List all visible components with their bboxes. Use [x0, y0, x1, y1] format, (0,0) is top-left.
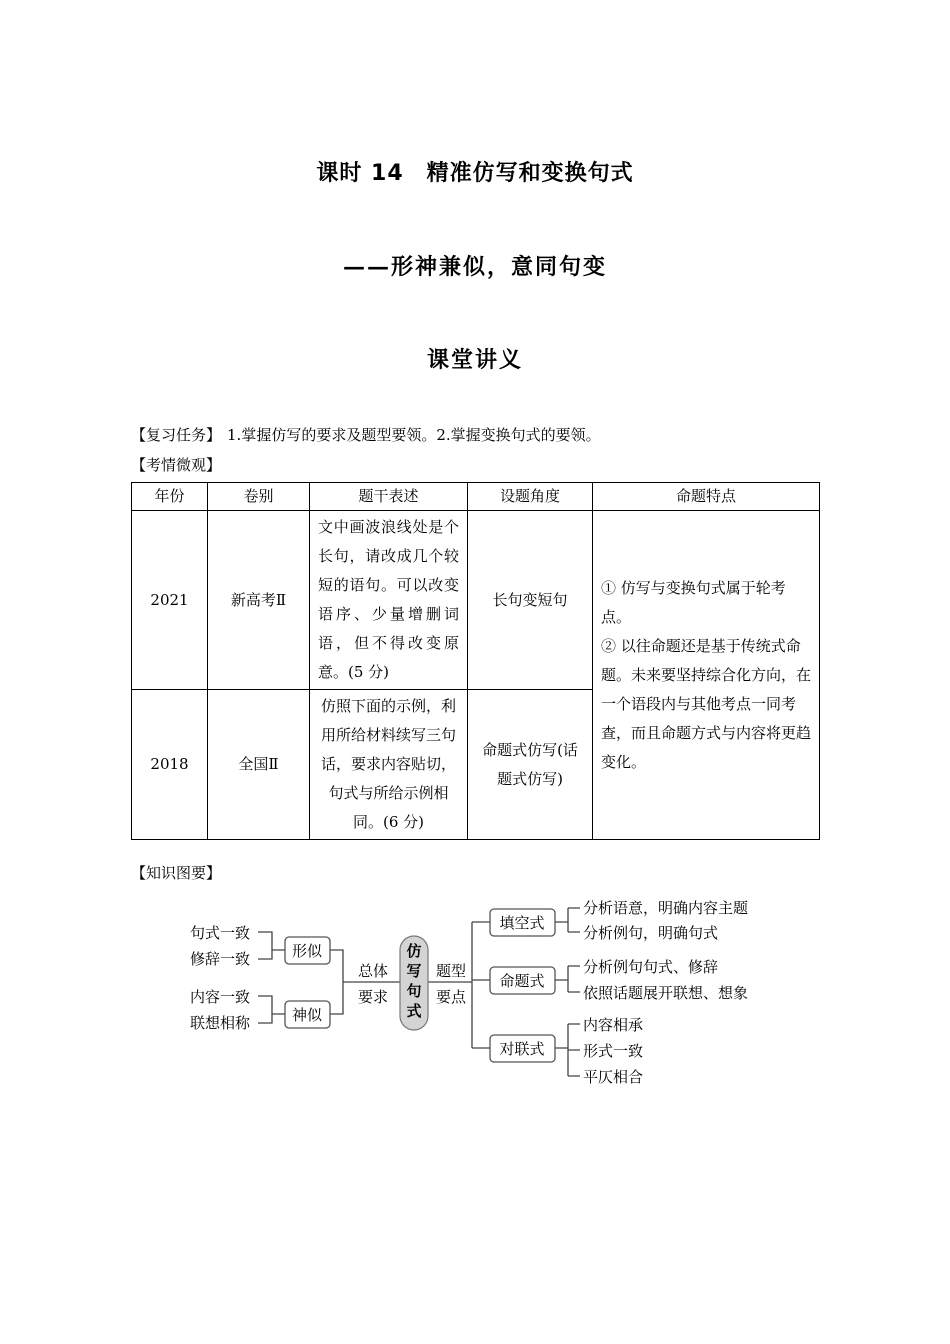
table-header: 卷别 — [208, 483, 310, 511]
connector — [555, 966, 580, 992]
page-subtitle: ——形神兼似，意同句变 — [342, 254, 607, 280]
leaf-text: 内容相承 — [583, 1016, 644, 1034]
exam-table — [131, 482, 820, 840]
paper-cell: 新高考Ⅱ — [208, 511, 310, 690]
table-header: 命题特点 — [593, 483, 820, 511]
node-shensi: 神似 — [291, 1006, 323, 1024]
join-label: 要求 — [357, 988, 389, 1006]
leaf-text: 形式一致 — [583, 1042, 644, 1060]
page-title: 课时 14 精准仿写和变换句式 — [316, 161, 634, 186]
node-xingsi: 形似 — [291, 942, 323, 960]
leaf-text: 修辞一致 — [190, 950, 251, 968]
connector — [555, 1024, 580, 1076]
review-text: 1.掌握仿写的要求及题型要领。2.掌握变换句式的要领。 — [227, 426, 601, 444]
table-row — [132, 511, 820, 690]
feature-cell — [593, 511, 820, 840]
feature-item: ② 以往命题还是基于传统式命题。未来要坚持综合化方向，在一个语段内与其他考点一同考查，而且命题方式与内容将更趋变化。 — [601, 636, 812, 771]
leaf-text: 联想相称 — [190, 1014, 251, 1032]
year-cell: 2021 — [132, 511, 208, 690]
node-tiankong: 填空式 — [499, 914, 545, 932]
knowledge-tag: 【知识图要】 — [131, 864, 222, 882]
leaf-text: 分析例句，明确句式 — [583, 924, 719, 942]
connector — [258, 932, 285, 959]
section-title: 课堂讲义 — [426, 348, 523, 373]
node-mingti: 命题式 — [499, 972, 545, 990]
leaf-text: 内容一致 — [190, 988, 251, 1006]
review-task — [131, 424, 601, 445]
mind-map — [0, 890, 950, 1100]
connector — [555, 908, 580, 932]
leaf-text: 分析语意，明确内容主题 — [583, 899, 749, 917]
leaf-text: 句式一致 — [190, 924, 251, 942]
leaf-text: 分析例句句式、修辞 — [583, 958, 719, 976]
table-header: 题干表述 — [310, 483, 468, 511]
center-label: 仿写句式 — [406, 942, 422, 1020]
connector — [258, 996, 285, 1023]
angle-cell: 命题式仿写(话题式仿写) — [468, 690, 593, 840]
table-header-row — [132, 483, 820, 511]
join-label: 题型 — [435, 962, 467, 980]
table-header: 年份 — [132, 483, 208, 511]
year-cell: 2018 — [132, 690, 208, 840]
leaf-text: 平仄相合 — [583, 1068, 644, 1086]
paper-cell: 全国Ⅱ — [208, 690, 310, 840]
join-label: 总体 — [357, 962, 389, 980]
table-header: 设题角度 — [468, 483, 593, 511]
angle-cell: 长句变短句 — [468, 511, 593, 690]
connector — [428, 922, 490, 1048]
feature-item: ① 仿写与变换句式属于轮考点。 — [601, 578, 786, 626]
stem-cell: 文中画波浪线处是个长句，请改成几个较短的语句。可以改变语序、少量增删词语，但不得改变原意。(5 分) — [310, 511, 468, 690]
stem-cell: 仿照下面的示例，利用所给材料续写三句话，要求内容贴切，句式与所给示例相同。(6 分) — [310, 690, 468, 840]
leaf-text: 依照话题展开联想、想象 — [583, 984, 749, 1002]
node-duilian: 对联式 — [499, 1040, 545, 1058]
review-tag: 【复习任务】 — [131, 426, 222, 444]
exam-tag: 【考情微观】 — [131, 456, 222, 474]
join-label: 要点 — [435, 988, 467, 1006]
